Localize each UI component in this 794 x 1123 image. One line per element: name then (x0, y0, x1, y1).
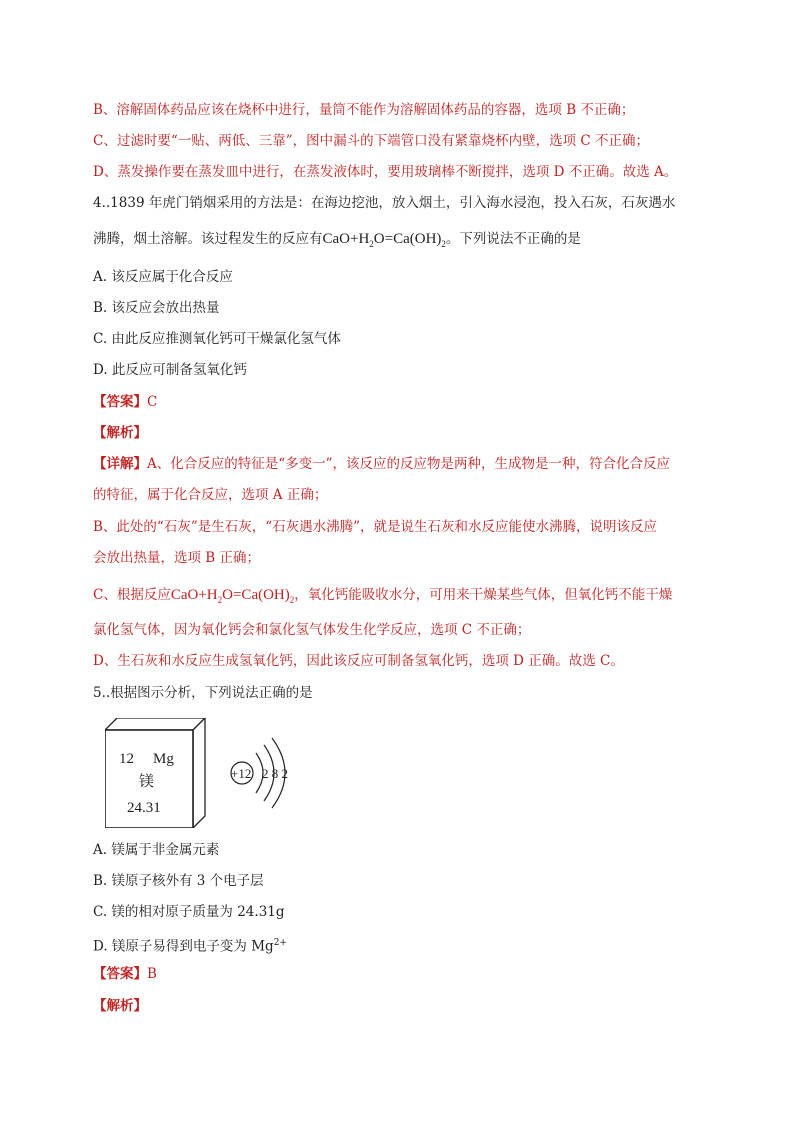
analysis-label: 【解析】 (93, 425, 147, 441)
option-b: B. 该反应会放出热量 (93, 300, 220, 316)
element-card-side (193, 718, 205, 828)
option-a: A. 镁属于非金属元素 (93, 842, 220, 858)
detail-line: B、此处的“石灰”是生石灰，“石灰遇水沸腾”，就是说生石灰和水反应能使水沸腾，说明该反应 (93, 519, 658, 535)
detail-line: C、根据反应$CaO+H_2O=Ca(OH)_2$，氧化钙能吸收水分，可用来干燥某些气体，但氧化钙不能干燥 (93, 587, 673, 605)
option-c: C. 由此反应推测氧化钙可干燥氯化氢气体 (93, 331, 341, 347)
atom-structure-figure (226, 735, 306, 810)
option-b: B. 镁原子核外有 3 个电子层 (93, 873, 264, 889)
analysis-label: 【解析】 (93, 998, 147, 1014)
question-5-stem: 5..根据图示分析，下列说法正确的是 (93, 685, 313, 701)
nucleus-charge: +12 (231, 766, 252, 781)
text-line: D、蒸发操作要在蒸发皿中进行，在蒸发液体时，要用玻璃棒不断搅拌，选项 D 不正确。故选 A。 (93, 164, 678, 180)
detail-line: 的特征，属于化合反应，选项 A 正确； (93, 487, 328, 503)
element-symbol: Mg (153, 751, 174, 767)
option-d: D. 镁原子易得到电子变为 $Mg^{2+}$ (93, 938, 287, 955)
option-d: D. 此反应可制备氢氧化钙 (93, 362, 247, 378)
detail-line: 【详解】A、化合反应的特征是“多变一”，该反应的反应物是两种，生成物是一种，符合化合反应 (93, 456, 671, 472)
atomic-mass: 24.31 (127, 800, 161, 816)
answer-line: 【答案】C (93, 394, 158, 410)
option-a: A. 该反应属于化合反应 (93, 269, 233, 285)
detail-line: 氯化氢气体，因为氧化钙会和氯化氢气体发生化学反应，选项 C 不正确； (93, 622, 531, 638)
question-4-stem-cont: 沸腾，烟土溶解。该过程发生的反应有$CaO+H_2O=Ca(OH)_2$。下列说法不正确的是 (93, 231, 581, 249)
detail-line: 会放出热量，选项 B 正确； (93, 550, 261, 566)
question-4-stem: 4..1839 年虎门销烟采用的方法是：在海边挖池，放入烟土，引入海水浸泡，投入石灰，石灰遇水 (93, 195, 676, 211)
electron-counts: 2 8 2 (262, 766, 288, 781)
reaction-formula: $CaO+H_2O=Ca(OH)_2$ (322, 231, 446, 249)
text-line: B、溶解固体药品应该在烧杯中进行，量筒不能作为溶解固体药品的容器，选项 B 不正确； (93, 102, 635, 118)
element-name: 镁 (139, 772, 155, 790)
text-line: C、过滤时要“一贴、两低、三靠”，图中漏斗的下端管口没有紧靠烧杯内壁，选项 C 不正确； (93, 133, 650, 149)
option-c: C. 镁的相对原子质量为 24.31g (93, 904, 285, 920)
atomic-number: 12 (119, 751, 134, 767)
answer-line: 【答案】B (93, 966, 157, 982)
detail-line: D、生石灰和水反应生成氢氧化钙，因此该反应可制备氢氧化钙，选项 D 正确。故选 C。 (93, 653, 624, 669)
element-card-top (105, 718, 205, 730)
reaction-formula: $CaO+H_2O=Ca(OH)_2$ (170, 587, 295, 605)
